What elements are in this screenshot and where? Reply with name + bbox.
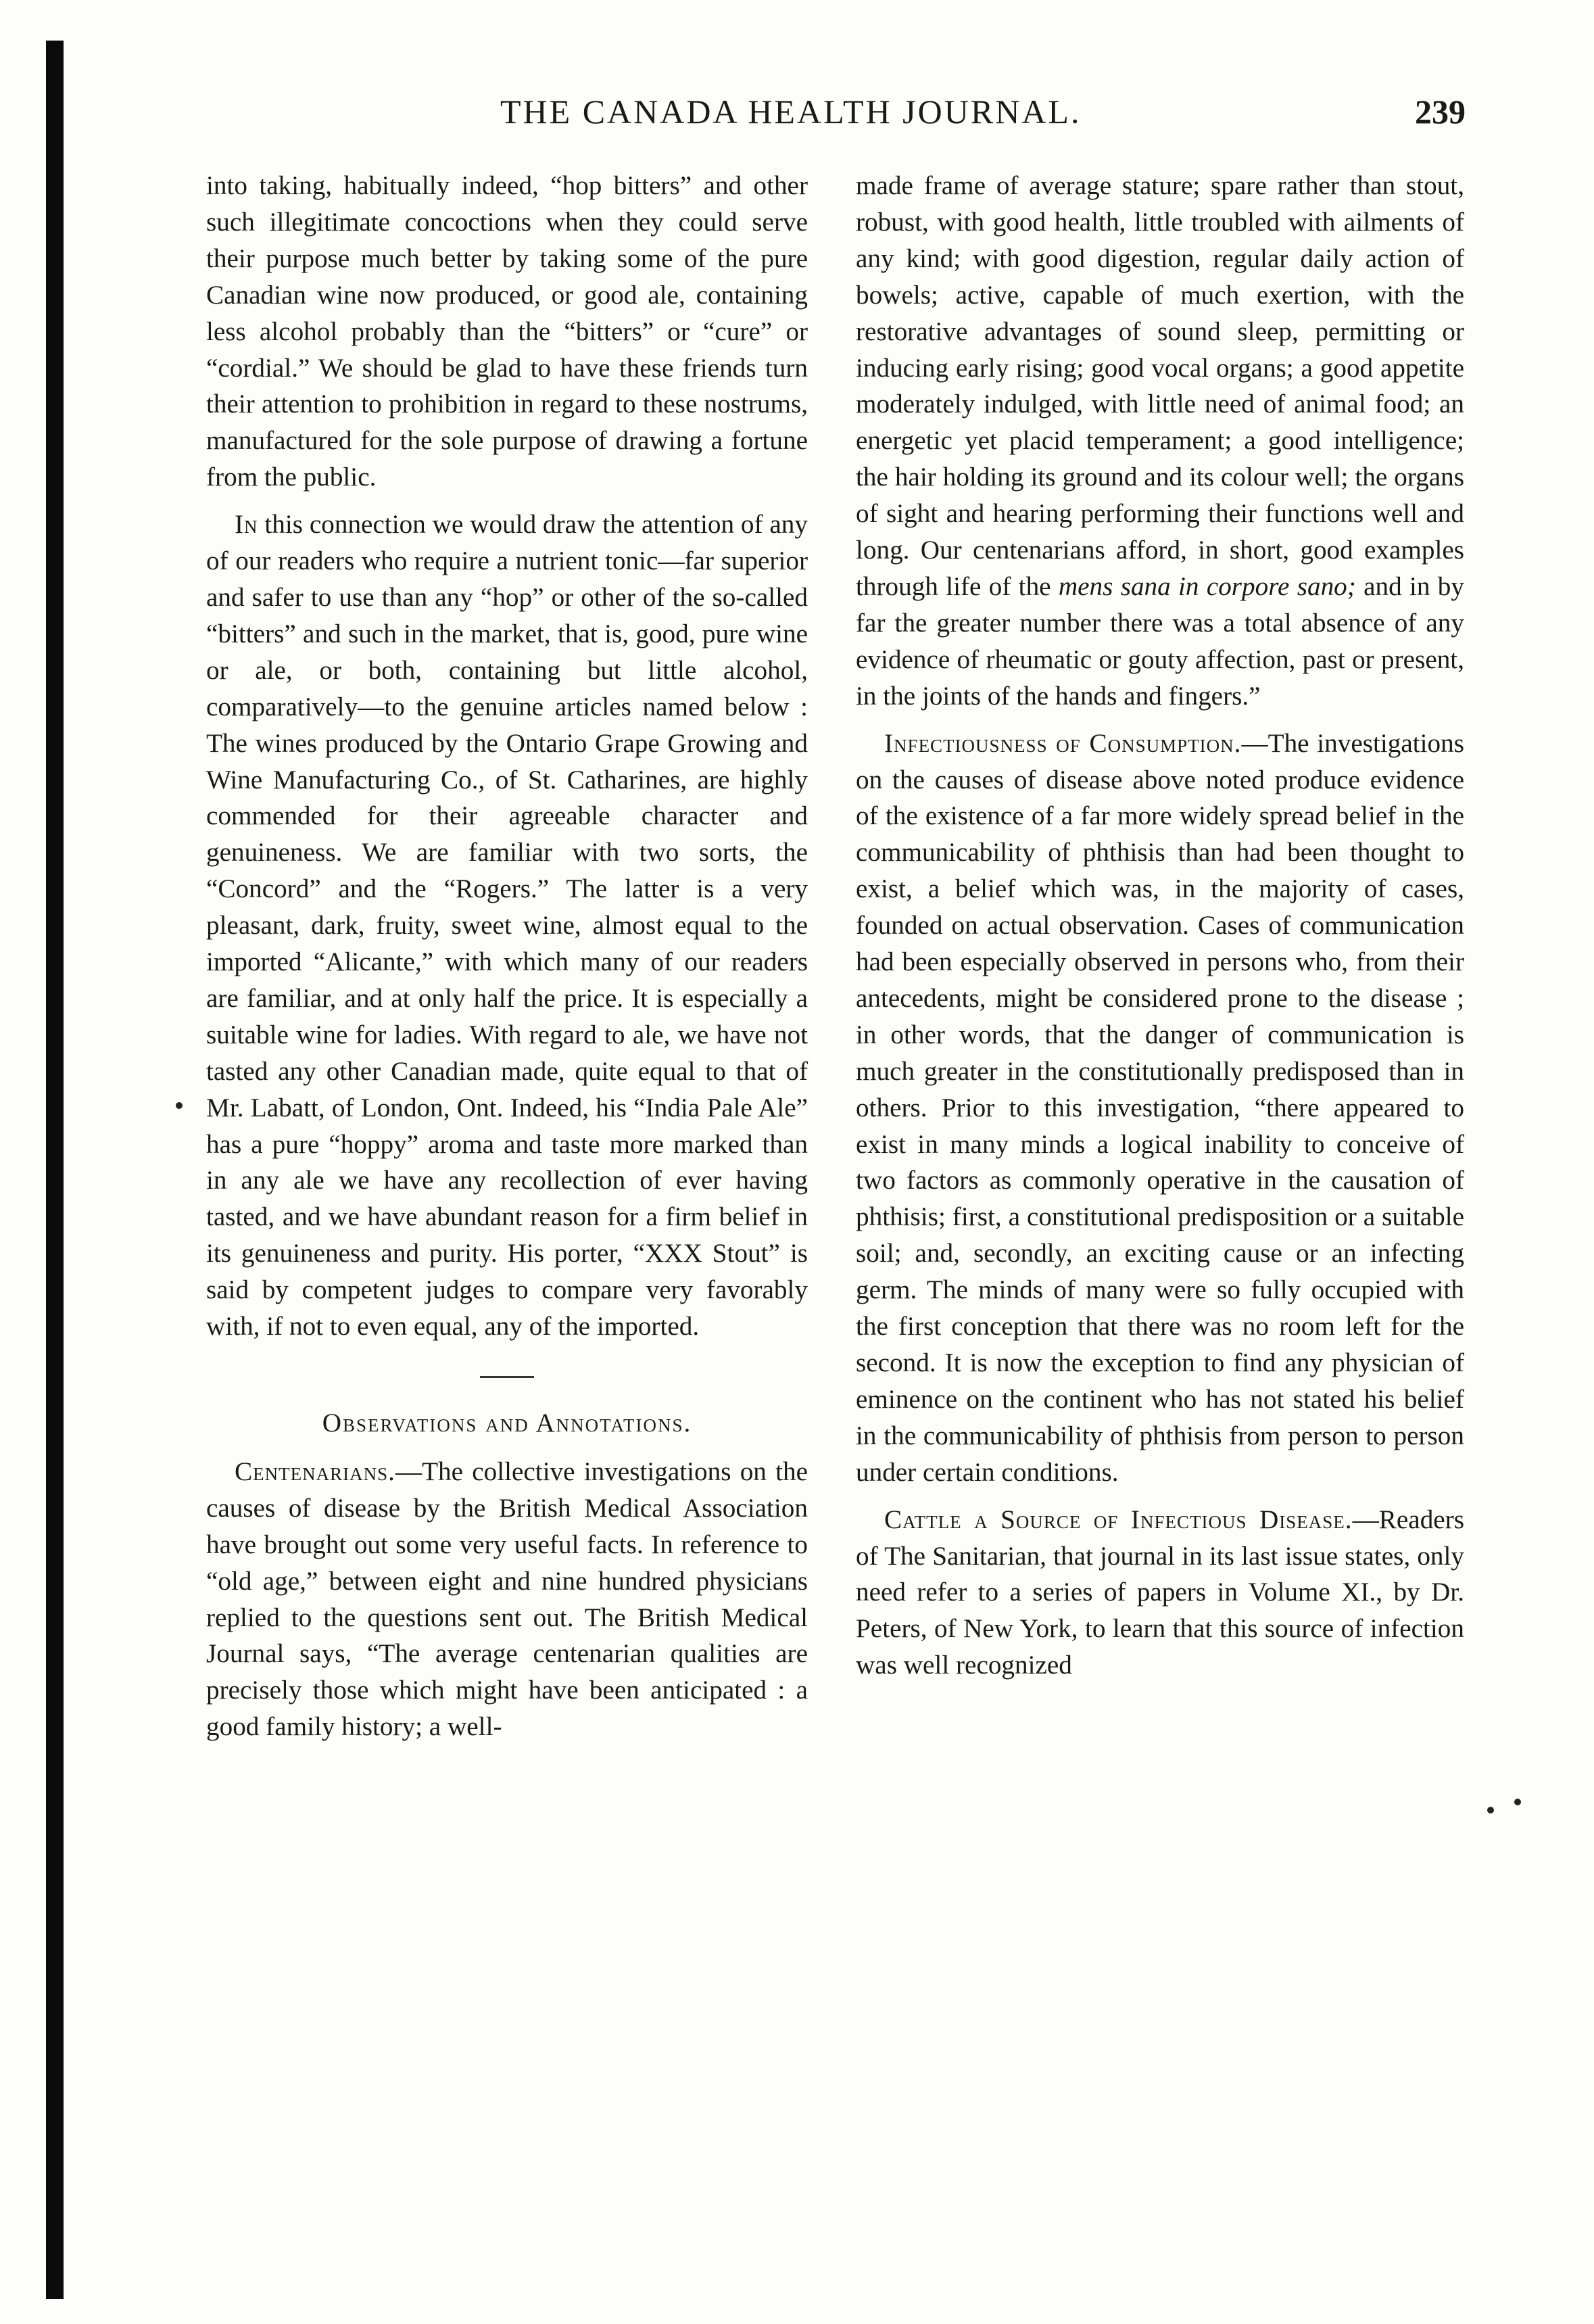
scan-mark [1514,1799,1521,1805]
page-number: 239 [1415,93,1466,131]
latin-phrase: mens sana in corpore sano; [1058,571,1356,601]
paragraph-body: —The investigations on the causes of disease above noted produce evidence of the existence of a far more widely spread belief in the communicability of phthisis than had been thought to exist, a belief which was, in the majority of cases, founded on actual observation. Cases of communication had been especially observed in persons who, from their antecedents, might be considered prone to the disease ; in other words, that the danger of communication is much greater in the constitutionally predisposed than in others. Prior to this investigation, “there appeared to exist in many minds a logical inability to conceive of two factors as commonly operative in the causation of phthisis; first, a constitutional predisposition or a suitable soil; and, secondly, an exciting cause or an infecting germ. The minds of many were so fully occupied with the first conception that there was no room left for the second. It is now the exception to find any physician of eminence on the continent who has not stated his belief in the communicability of phthisis from person to person under certain conditions. [856,728,1464,1487]
paragraph-body: this connection we would draw the attention of any of our readers who require a nutrient tonic—far superior and safer to use than any “hop” or other of the so-called “bitters” and such in the market, that is, good, pure wine or ale, or both, containing but little alcohol, comparatively—to the genuine articles named below : The wines produced by the Ontario Grape Growing and Wine Manufacturing Co., of St. Catharines, are highly commended for their agreeable character and genuineness. We are familiar with two sorts, the “Concord” and the “Rogers.” The latter is a very pleasant, dark, fruity, sweet wine, almost equal to the imported “Alicante,” with which many of our readers are familiar, and at only half the price. It is especially a suitable wine for ladies. With regard to ale, we have not tasted any other Canadian made, quite equal to that of Mr. Labatt, of London, Ont. Indeed, his “India Pale Ale” has a pure “hoppy” aroma and taste more marked than in any ale we have any recollection of ever having tasted, and we have abundant reason for a firm belief in its genuineness and purity. His porter, “XXX Stout” is said by competent judges to compare very favorably with, if not to even equal, any of the imported. [206,510,808,1342]
section-divider [480,1376,534,1378]
paragraph-lead: Cattle a Source of Infectious Disease. [884,1504,1353,1534]
scan-mark [1487,1807,1494,1813]
paragraph-lead: In [235,510,258,540]
paragraph-bitters: into taking, habitually indeed, “hop bitters” and other such illegitimate concoctions when they could serve their purpose much better by taking some of the pure Canadian wine now produced, or good ale, containing less alcohol probably than the “bitters” or “cure” or “cordial.” We should be glad to have these friends turn their attention to prohibition in regard to these nostrums, manufactured for the sole purpose of drawing a fortune from the public. [206,171,808,492]
journal-title: THE CANADA HEALTH JOURNAL. [500,93,1082,131]
section-heading: Observations and Annotations. [322,1408,692,1438]
paragraph-body: and in by far the greater number there was a total absence of any evidence of rheumatic or gouty affection, past or present, in the joints of the hands and fingers.” [856,571,1464,711]
scan-mark [176,1102,183,1109]
paragraph-body: —Readers of The Sanitarian, that journal in its last issue states, only need refer to a series of papers in Volume XI., by Dr. Peters, of New York, to learn that this source of infection was well recognized [856,1504,1464,1680]
running-header [203,92,1474,139]
page-binding-edge [46,41,64,2299]
paragraph-lead: Centenarians. [235,1456,395,1486]
paragraph-centenarian-qualities [856,168,1464,715]
paragraph-body: made frame of average stature; spare rather than stout, robust, with good health, little troubled with ailments of any kind; with good digestion, regular daily action of bowels; active, capable of much exertion, with the restorative advantages of sound sleep, permitting or inducing early rising; good vocal organs; a good appetite moderately indulged, with little need of animal food; an energetic yet placid temperament; a good intelligence; the hair holding its ground and its colour well; the organs of sight and hearing performing their functions well and long. Our centenarians afford, in short, good examples through life of the [856,171,1464,601]
paragraph-cattle [856,1502,1464,1684]
left-column [206,168,808,1745]
paragraph-wine-ale [206,506,808,1345]
right-column [856,168,1464,1684]
paragraph-lead: Infectiousness of Consumption. [884,728,1242,758]
paragraph-body: —The collective investigations on the causes of disease by the British Medical Association have brought out some very useful facts. In reference to “old age,” between eight and nine hundred physicians replied to the questions sent out. The British Medical Journal says, “The average centenarian qualities are precisely those which might have been anticipated : a good family history; a well- [206,1456,808,1742]
paragraph-centenarians [206,1454,808,1745]
paragraph-consumption [856,726,1464,1491]
